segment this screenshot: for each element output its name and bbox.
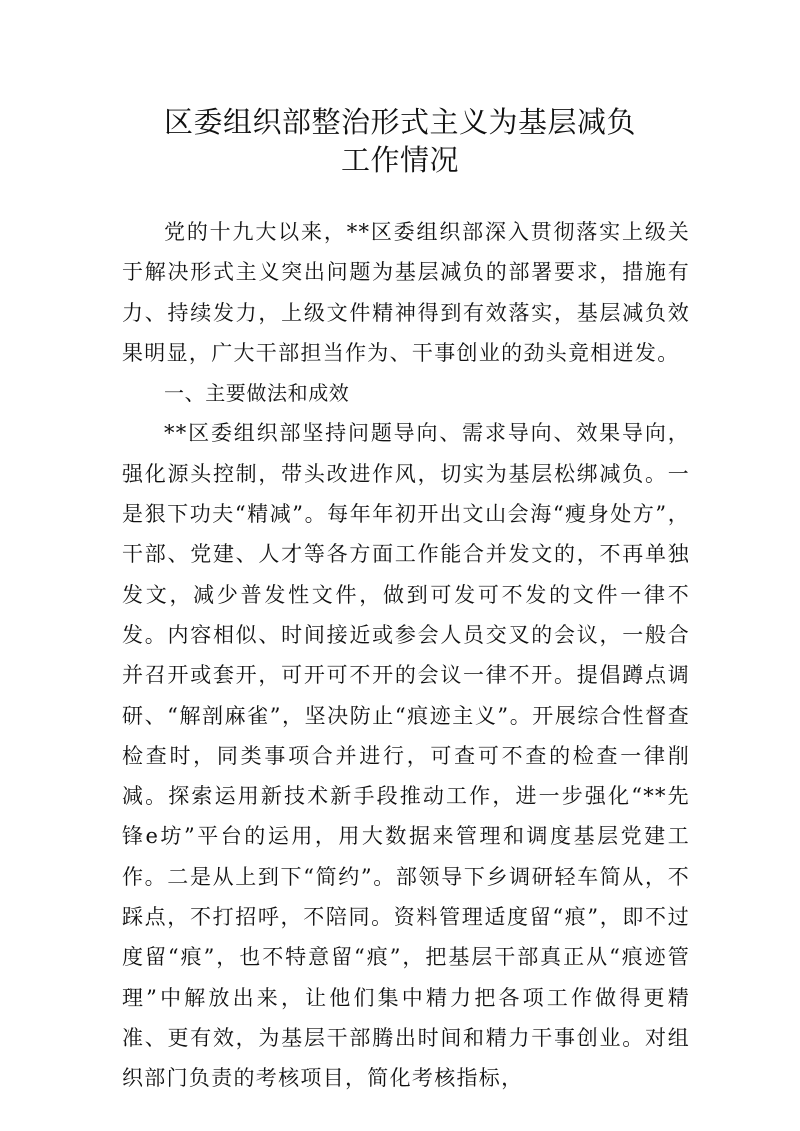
document-title-line-1: 区委组织部整治形式主义为基层减负	[163, 105, 636, 139]
intro-paragraph: 党的十九大以来，**区委组织部深入贯彻落实上级关于解决形式主义突出问题为基层减负的部署要求，措施有力、持续发力，上级文件精神得到有效落实，基层减负效果明显，广大干部担当作为、干事创业的劲头竟相迸发。	[122, 220, 690, 365]
section-paragraph: **区委组织部坚持问题导向、需求导向、效果导向，强化源头控制，带头改进作风，切实为基层松绑减负。一是狠下功夫“精减”。每年年初开出文山会海“瘦身处方”，干部、党建、人才等各方面工作能合并发文的，不再单独发文，减少普发性文件，做到可发可不发的文件一律不发。内容相似、时间接近或参会人员交叉的会议，一般合并召开或套开，可开可不开的会议一律不开。提倡蹲点调研、“解剖麻雀”，坚决防止“痕迹主义”。开展综合性督查检查时，同类事项合并进行，可查可不查的检查一律削减。探索运用新技术新手段推动工作，进一步强化“**先锋e坊”平台的运用，用大数据来管理和调度基层党建工作。二是从上到下“简约”。部领导下乡调研轻车简从，不踩点，不打招呼，不陪同。资料管理适度留“痕”，即不过度留“痕”，也不特意留“痕”，把基层干部真正从“痕迹管理”中解放出来，让他们集中精力把各项工作做得更精准、更有效，为基层干部腾出时间和精力干事创业。对组织部门负责的考核项目，简化考核指标，	[122, 421, 690, 1091]
document-body	[122, 212, 690, 1099]
document-title-line-2: 工作情况	[340, 143, 459, 177]
section-heading: 一、主要做法和成效	[164, 381, 350, 406]
